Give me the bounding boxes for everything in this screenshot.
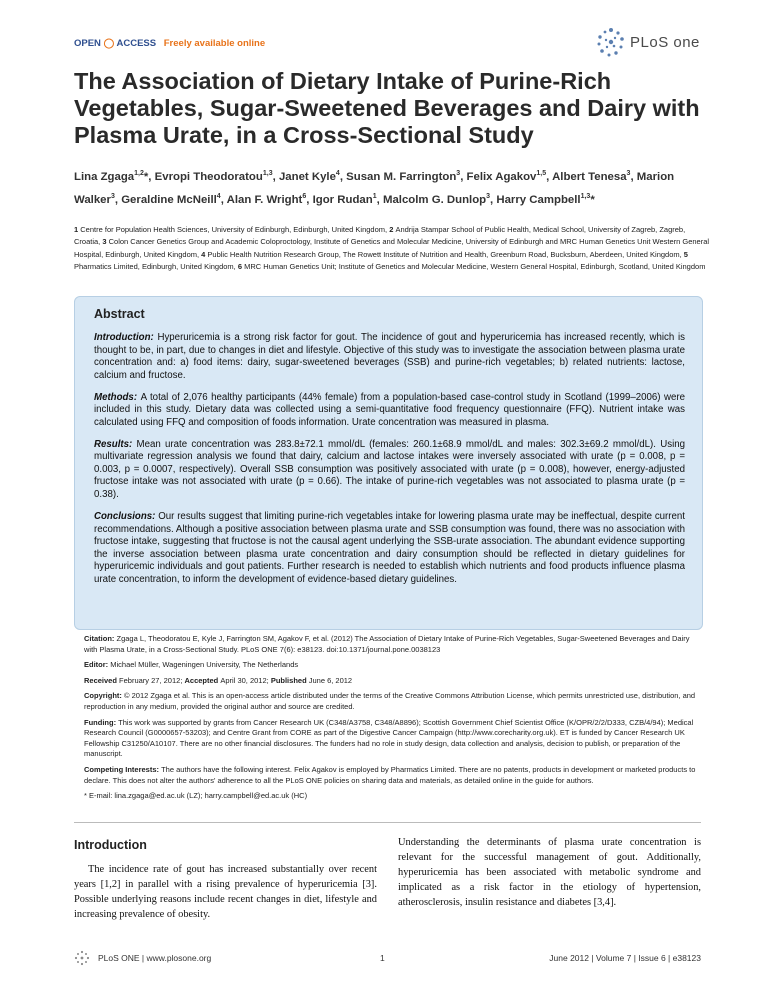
abstract-paragraph: [94, 511, 685, 586]
author-affiliation-marker: 6: [302, 192, 307, 200]
page-footer: [74, 951, 701, 967]
plos-dots-icon: [594, 26, 628, 60]
metadata-item: [84, 791, 696, 802]
affiliation-number: 2: [389, 225, 396, 234]
metadata-item: [84, 660, 696, 671]
affiliation-text: Centre for Population Health Sciences, University of Edinburgh, Edinburgh, United Kingdom,: [80, 225, 390, 234]
abstract-heading: Abstract: [94, 307, 145, 321]
metadata-item: [84, 765, 696, 786]
affiliation-text: MRC Human Genetics Unit; Institute of Genetics and Molecular Medicine, Western General Hospital, Edinburgh, Scotland, United Kingdom: [244, 262, 706, 272]
author-name: Harry Campbell$^{1,3}$*: [496, 192, 595, 206]
author-name: Susan M. Farrington$^3$: [346, 170, 461, 183]
affiliation-text: Public Health Nutrition Research Group, The Rowett Institute of Nutrition and Health, Greenburn Road, Bucksburn, Aberdeen, United Kingdom,: [207, 249, 684, 259]
abstract-section-label: Results:: [94, 438, 137, 450]
metadata-label: Competing Interests:: [84, 764, 162, 774]
author-name: Alan F. Wright$^6$: [226, 192, 307, 206]
introduction-paragraph-left: The incidence rate of gout has increased substantially over recent years [1,2] in parallel with a rising prevalence of hyperuricemia [3]. Possible underlying reasons include recent changes in diet, lifestyle and increasing prevalence of obesity.: [74, 864, 377, 920]
received-date: February 27, 2012;: [119, 675, 185, 685]
published-label: Published: [270, 675, 309, 685]
author-affiliation-marker: 1: [372, 192, 377, 200]
plos-one-wordmark: PLoS one: [630, 34, 700, 51]
oa-access-text: ACCESS: [116, 38, 157, 49]
abstract-section-label: Conclusions:: [94, 511, 159, 523]
abstract-section-text: Hyperuricemia is a strong risk factor for gout. The incidence of gout and hyperuricemia has increased recently, which is thought to be, in part, due to changes in diet and lifestyle. Objective of this study was to investigate the association between plasma urate concentration and: a) food items: dairy, sugar-sweetened beverages (SSB) and purine-rich vegetables; b) related nutrients: lactose, calcium and fructose.: [94, 332, 685, 381]
author-affiliation-marker: 4: [335, 170, 340, 177]
article-metadata: [84, 634, 696, 807]
open-access-banner[interactable]: [74, 38, 265, 49]
metadata-item: [84, 691, 696, 712]
affiliations: [74, 224, 710, 274]
metadata-text: This work was supported by grants from Cancer Research UK (C348/A3758, C348/A8896); Scottish Government Chief Scientist Office (K/OPR/2/2/D333, CZB/4/94); Medical Research Council (G0000657-53203); and Centre Grant from CORE as part of the Digestive Cancer Campaign (http://www.corecharity.org.uk). ET is funded by Cancer Research UK Fellowship C31250/A10107. There are no other financial disclosures. The funders had no role in study design, data collection and analysis, decision to publish, or preparation of the manuscript.: [84, 717, 694, 759]
author-name: Marion Walker$^3$: [74, 170, 675, 206]
author-affiliation-marker: 3: [456, 170, 461, 177]
author-name: Felix Agakov$^{1,5}$: [466, 170, 547, 183]
affiliation-number: 1: [74, 225, 81, 234]
author-affiliation-marker: 1,3: [262, 170, 273, 177]
accepted-label: Accepted: [184, 675, 221, 685]
abstract-body: [94, 332, 685, 586]
abstract-section-text: A total of 2,076 healthy participants (44% female) from a population-based case-control study in Scotland (1999–2006) were included in this study. Dietary data was collected using a semi-quantitative food frequency questionnaire (FFQ). Nutrient intake was calculated using FFQ and composition of foods information. Urate concentration was measured in plasma.: [94, 391, 685, 428]
metadata-label: Funding:: [84, 717, 119, 727]
page-number: 1: [380, 953, 385, 963]
plos-one-logo[interactable]: [594, 24, 704, 60]
author-name: Igor Rudan$^1$: [312, 192, 377, 206]
author-name: Evropi Theodoratou$^{1,3}$: [154, 170, 273, 183]
metadata-text: The authors have the following interest. Felix Agakov is employed by Pharmatics Limited. There are no patents, products in development or marketed products to declare. This does not alter the authors' adherence to all the PLoS ONE policies on sharing data and materials, as detailed online in the guide for authors.: [84, 764, 696, 785]
abstract-section-text: Mean urate concentration was 283.8±72.1 mmol/dL (females: 260.1±68.9 mmol/dL and males: 302.3±69.2 mmol/dL). Using multivariate regression analysis we found that dairy, calcium and lactose intakes were inversely associated with urate (p = 0.008, p = 0.003, p = 0.0007, respectively). Overall SSB consumption was positively associated with urate (p = 0.008), however, energy-adjusted fructose intake was not associated with urate (p = 0.66). The intake of purine-rich vegetables was not associated to plasma urate (p = 0.38).: [94, 438, 685, 500]
metadata-text: © 2012 Zgaga et al. This is an open-access article distributed under the terms of the Creative Commons Attribution License, which permits unrestricted use, distribution, and reproduction in any medium, provided the original author and source are credited.: [84, 691, 696, 711]
metadata-text: Zgaga L, Theodoratou E, Kyle J, Farrington SM, Agakov F, et al. (2012) The Association of Dietary Intake of Purine-Rich Vegetables, Sugar-Sweetened Beverages and Dairy with Plasma Urate, in a Cross-Sectional Study. PLoS ONE 7(6): e38123. doi:10.1371/journal.pone.0038123: [84, 634, 690, 654]
affiliation-number: 6: [237, 262, 245, 272]
author-affiliation-marker: 1,5: [536, 170, 547, 177]
affiliation-text: Andrija Stampar School of Public Health, Medical School, University of Zagreb, Zagreb, Croatia,: [74, 225, 686, 247]
publication-dates: [84, 676, 696, 687]
affiliation-number: 3: [102, 237, 109, 247]
open-lock-icon: ◯: [103, 38, 115, 49]
metadata-text: * E-mail: lina.zgaga@ed.ac.uk (LZ); harry.campbell@ed.ac.uk (HC): [84, 791, 308, 801]
abstract-paragraph: [94, 439, 685, 502]
received-label: Received: [84, 675, 120, 685]
published-date: June 6, 2012: [308, 675, 353, 685]
footer-journal-link[interactable]: PLoS ONE | www.plosone.org: [98, 953, 212, 963]
author-affiliation-marker: 3: [110, 192, 115, 200]
metadata-text: Michael Müller, Wageningen University, The Netherlands: [110, 660, 299, 670]
author-list: Lina Zgaga$^{1,2}$*, Evropi Theodoratou$^{1,3}$, Janet Kyle$^4$, Susan M. Farrington$^3$, Felix Agakov$^{1,5}$, Albert Tenesa$^3$, Marion Walker$^3$, Geraldine McNeill$^4$, Alan F. Wright$^6$, Igor Rudan$^1$, Malcolm G. Dunlop$^3$, Harry Campbell$^{1,3}$*: [74, 170, 675, 206]
accepted-date: April 30, 2012;: [220, 675, 271, 685]
author-name: Malcolm G. Dunlop$^3$: [382, 192, 491, 206]
abstract-box: [74, 296, 703, 630]
introduction-heading: Introduction: [74, 838, 147, 852]
abstract-paragraph: [94, 392, 685, 430]
metadata-label: Copyright:: [84, 691, 124, 701]
author-name: Geraldine McNeill$^4$: [121, 192, 221, 206]
abstract-section-label: Introduction:: [94, 332, 158, 343]
abstract-section-label: Methods:: [94, 391, 141, 403]
metadata-item: [84, 634, 696, 655]
author-affiliation-marker: 4: [216, 192, 221, 200]
right-column: [398, 835, 701, 910]
header-bar: [74, 36, 704, 56]
oa-free-text: Freely available online: [163, 38, 266, 49]
author-affiliation-marker: 1,2: [134, 170, 144, 177]
introduction-paragraph-right: Understanding the determinants of plasma urate concentration is relevant for the successful management of gout. Additionally, hyperuricemia has been associated with metabolic syndrome and implicated as a risk factor in the etiology of hypertension, atherosclerosis, insulin resistance and diabetes [3,4].: [398, 837, 701, 908]
abstract-section-text: Our results suggest that limiting purine-rich vegetables intake for lowering plasma urate may be ineffectual, despite current recommendations. Although a positive association between plasma urate and SSB consumption was found, there was no association with fructose intake, suggesting that fructose is not the causal agent underlying the SSB-urate association. The abundant evidence supporting the inverse association between plasma urate concentration and dairy consumption should be reflected in dietary guidelines for hyperuricemic individuals and gout patients. Further research is needed to establish which nutrients and food products influence plasma urate concentration, to inform the development of evidence-based dietary guidelines.: [94, 511, 685, 585]
author-affiliation-marker: 1,3: [580, 192, 591, 200]
footer-issue-info: June 2012 | Volume 7 | Issue 6 | e38123: [549, 953, 701, 963]
affiliation-text: Colon Cancer Genetics Group and Academic Coloproctology, Institute of Genetics and Molecular Medicine, University of Edinburgh and MRC Human Genetics Unit Western General Hospital, Edinburgh, United Kingdom,: [74, 237, 710, 259]
metadata-label: Editor:: [84, 660, 111, 670]
metadata-label: Citation:: [84, 634, 117, 643]
author-name: Lina Zgaga$^{1,2}$*: [74, 170, 149, 183]
affiliation-number: 4: [201, 249, 208, 259]
author-affiliation-marker: 3: [626, 170, 631, 177]
oa-open-text: OPEN: [74, 38, 101, 49]
author-name: Albert Tenesa$^3$: [552, 170, 631, 183]
abstract-paragraph: [94, 332, 685, 382]
plos-footer-logo-icon: [74, 950, 90, 966]
article-title: The Association of Dietary Intake of Purine-Rich Vegetables, Sugar-Sweetened Beverages and Dairy with Plasma Urate, in a Cross-Sectional Study: [74, 68, 700, 148]
author-affiliation-marker: 3: [486, 192, 491, 200]
metadata-divider: [74, 822, 701, 823]
affiliation-text: Pharmatics Limited, Edinburgh, United Kingdom,: [74, 262, 238, 272]
metadata-item: [84, 718, 696, 760]
left-column: [74, 838, 377, 922]
affiliation-number: 5: [683, 249, 688, 259]
author-name: Janet Kyle$^4$: [278, 170, 340, 183]
